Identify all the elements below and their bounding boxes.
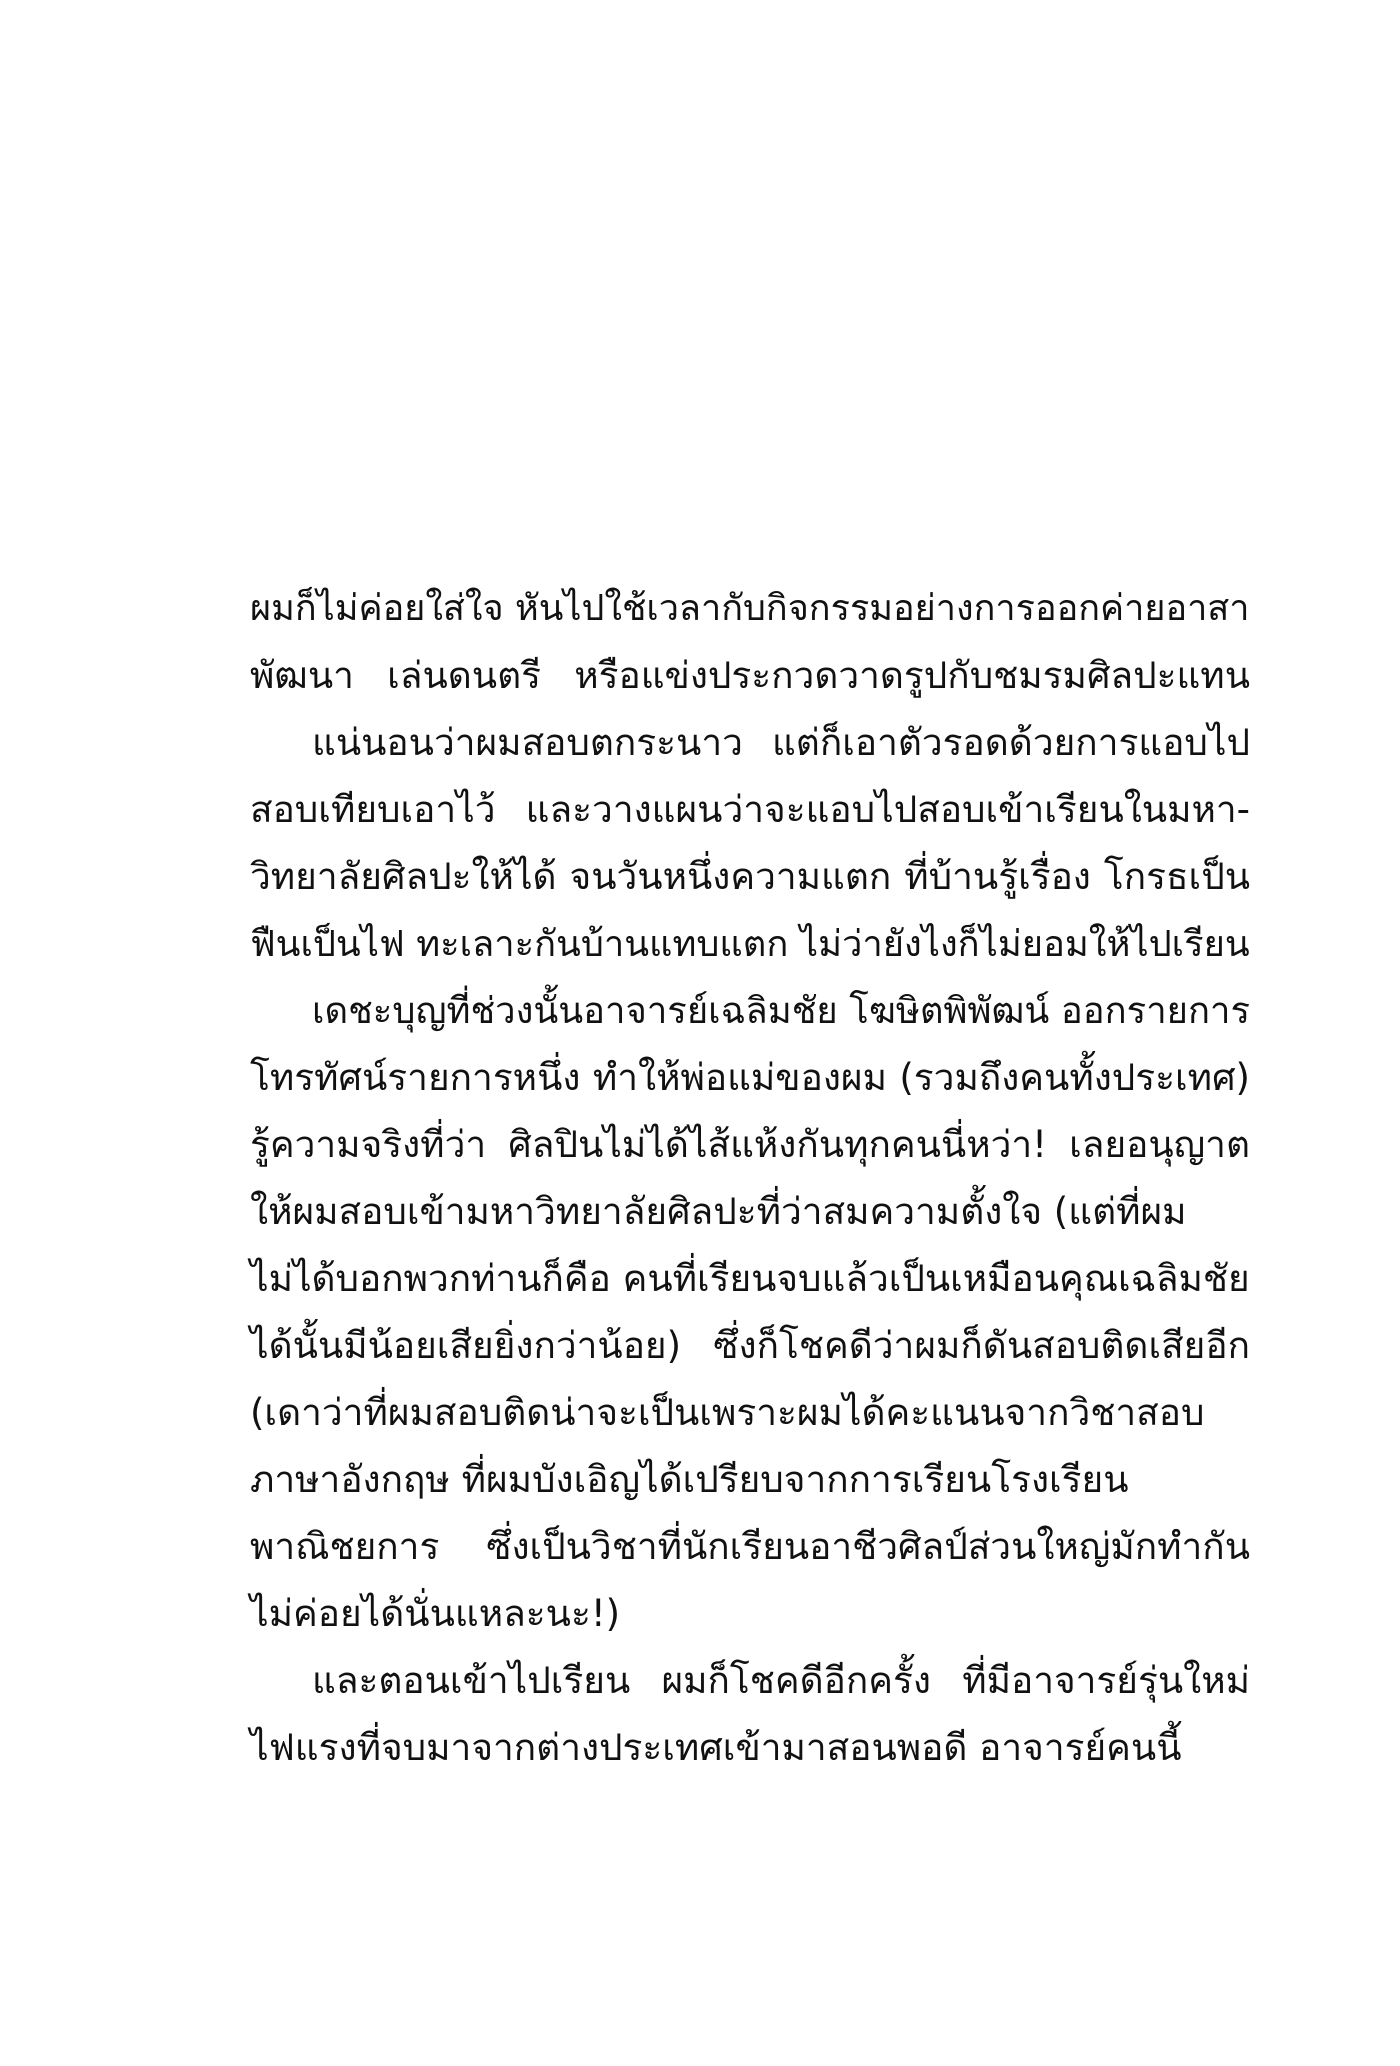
text-line: ฟืนเป็นไฟ ทะเลาะกันบ้านแทบแตก ไม่ว่ายังไงก็ไม่ยอมให้ไปเรียน [250, 922, 1250, 965]
text-line: (เดาว่าที่ผมสอบติดน่าจะเป็นเพราะผมได้คะแนนจากวิชาสอบ [250, 1391, 1205, 1434]
text-line: รู้ความจริงที่ว่า ศิลปินไม่ได้ไส้แห้งกันทุกคนนี่หว่า! เลยอนุญาต [250, 1123, 1250, 1166]
text-line: โทรทัศน์รายการหนึ่ง ทำให้พ่อแม่ของผม (รวมถึงคนทั้งประเทศ) [250, 1056, 1250, 1099]
body-text [250, 575, 1250, 1781]
text-line: ให้ผมสอบเข้ามหาวิทยาลัยศิลปะที่ว่าสมความตั้งใจ (แต่ที่ผม [250, 1190, 1187, 1233]
text-line: พาณิชยการ ซึ่งเป็นวิชาที่นักเรียนอาชีวศิลป์ส่วนใหญ่มักทำกัน [250, 1525, 1250, 1568]
text-line: สอบเทียบเอาไว้ และวางแผนว่าจะแอบไปสอบเข้าเรียนในมหา- [250, 788, 1250, 831]
text-line: ได้นั้นมีน้อยเสียยิ่งกว่าน้อย) ซึ่งก็โชคดีว่าผมก็ดันสอบติดเสียอีก [250, 1324, 1250, 1367]
text-line: ผมก็ไม่ค่อยใส่ใจ หันไปใช้เวลากับกิจกรรมอย่างการออกค่ายอาสา [250, 588, 1250, 629]
text-line: ภาษาอังกฤษ ที่ผมบังเอิญได้เปรียบจากการเรียนโรงเรียน [250, 1458, 1129, 1501]
text-line: วิทยาลัยศิลปะให้ได้ จนวันหนึ่งความแตก ที่บ้านรู้เรื่อง โกรธเป็น [250, 855, 1250, 898]
text-line: ไฟแรงที่จบมาจากต่างประเทศเข้ามาสอนพอดี อาจารย์คนนี้ [250, 1726, 1182, 1769]
text-line: ไม่ได้บอกพวกท่านก็คือ คนที่เรียนจบแล้วเป็นเหมือนคุณเฉลิมชัย [250, 1257, 1250, 1300]
text-line: พัฒนา เล่นดนตรี หรือแข่งประกวดวาดรูปกับชมรมศิลปะแทน [250, 654, 1250, 697]
text-line: เดชะบุญที่ช่วงนั้นอาจารย์เฉลิมชัย โฆษิตพิพัฒน์ ออกรายการ [312, 989, 1251, 1032]
text-line: และตอนเข้าไปเรียน ผมก็โชคดีอีกครั้ง ที่มีอาจารย์รุ่นใหม่ [312, 1659, 1250, 1702]
text-line: ไม่ค่อยได้นั่นแหละนะ!) [250, 1592, 621, 1635]
text-line: แน่นอนว่าผมสอบตกระนาว แต่ก็เอาตัวรอดด้วยการแอบไป [312, 721, 1250, 764]
